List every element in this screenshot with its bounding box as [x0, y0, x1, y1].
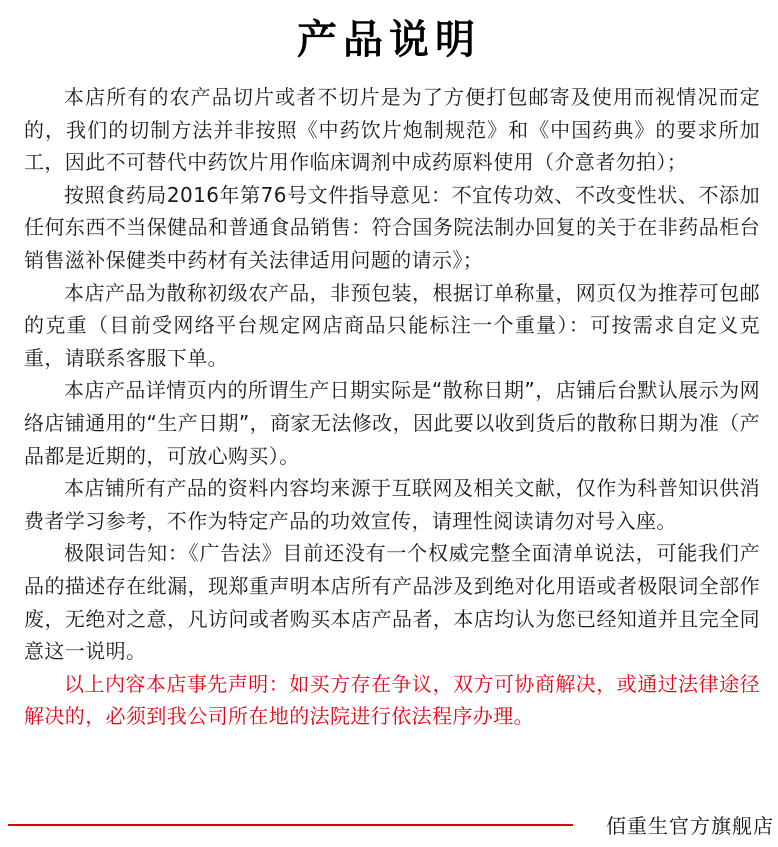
- dispute-notice: 以上内容本店事先声明：如买方存在争议，双方可协商解决，或通过法律途径解决的，必须到我公司所在地的法院进行依法程序办理。: [24, 671, 760, 729]
- paragraph-weight: 本店产品为散称初级农产品，非预包装，根据订单称量，网页仅为推荐可包邮的克重（目前受网络平台规定网店商品只能标注一个重量）：可按需求自定义克重，请联系客服下单。: [24, 280, 760, 370]
- paragraph-ad-law: 极限词告知：《广告法》目前还没有一个权威完整全面清单说法，可能我们产品的描述存在纰漏，现郑重声明本店所有产品涉及到绝对化用语或者极限词全部作废，无绝对之意，凡访问或者购买本店产品者，本店均认为您已经知道并且完全同意这一说明。: [24, 541, 760, 664]
- footer-divider: [8, 824, 573, 826]
- paragraph-date: 本店产品详情页内的所谓生产日期实际是“散称日期”，店铺后台默认展示为网络店铺通用的“生产日期”，商家无法修改，因此要以收到货后的散称日期为准（产品都是近期的，可放心购买）。: [24, 378, 760, 468]
- description-body: [24, 81, 760, 733]
- page-title: 产品说明: [297, 16, 481, 63]
- paragraph-source: 本店铺所有产品的资料内容均来源于互联网及相关文献，仅作为科普知识供消费者学习参考，不作为特定产品的功效宣传，请理性阅读请勿对号入座。: [24, 476, 760, 533]
- shop-name: 佰重生官方旗舰店: [606, 814, 774, 838]
- paragraph-regulation: 按照食药局2016年第76号文件指导意见：不宜传功效、不改变性状、不添加任何东西不当保健品和普通食品销售：符合国务院法制办回复的关于在非药品柜台销售滋补保健类中药材有关法律适用问题的请示》；: [24, 182, 760, 272]
- paragraph-processing: 本店所有的农产品切片或者不切片是为了方便打包邮寄及使用而视情况而定的，我们的切制方法并非按照《中药饮片炮制规范》和《中国药典》的要求所加工，因此不可替代中药饮片用作临床调剂中成药原料使用（介意者勿拍）；: [24, 85, 760, 175]
